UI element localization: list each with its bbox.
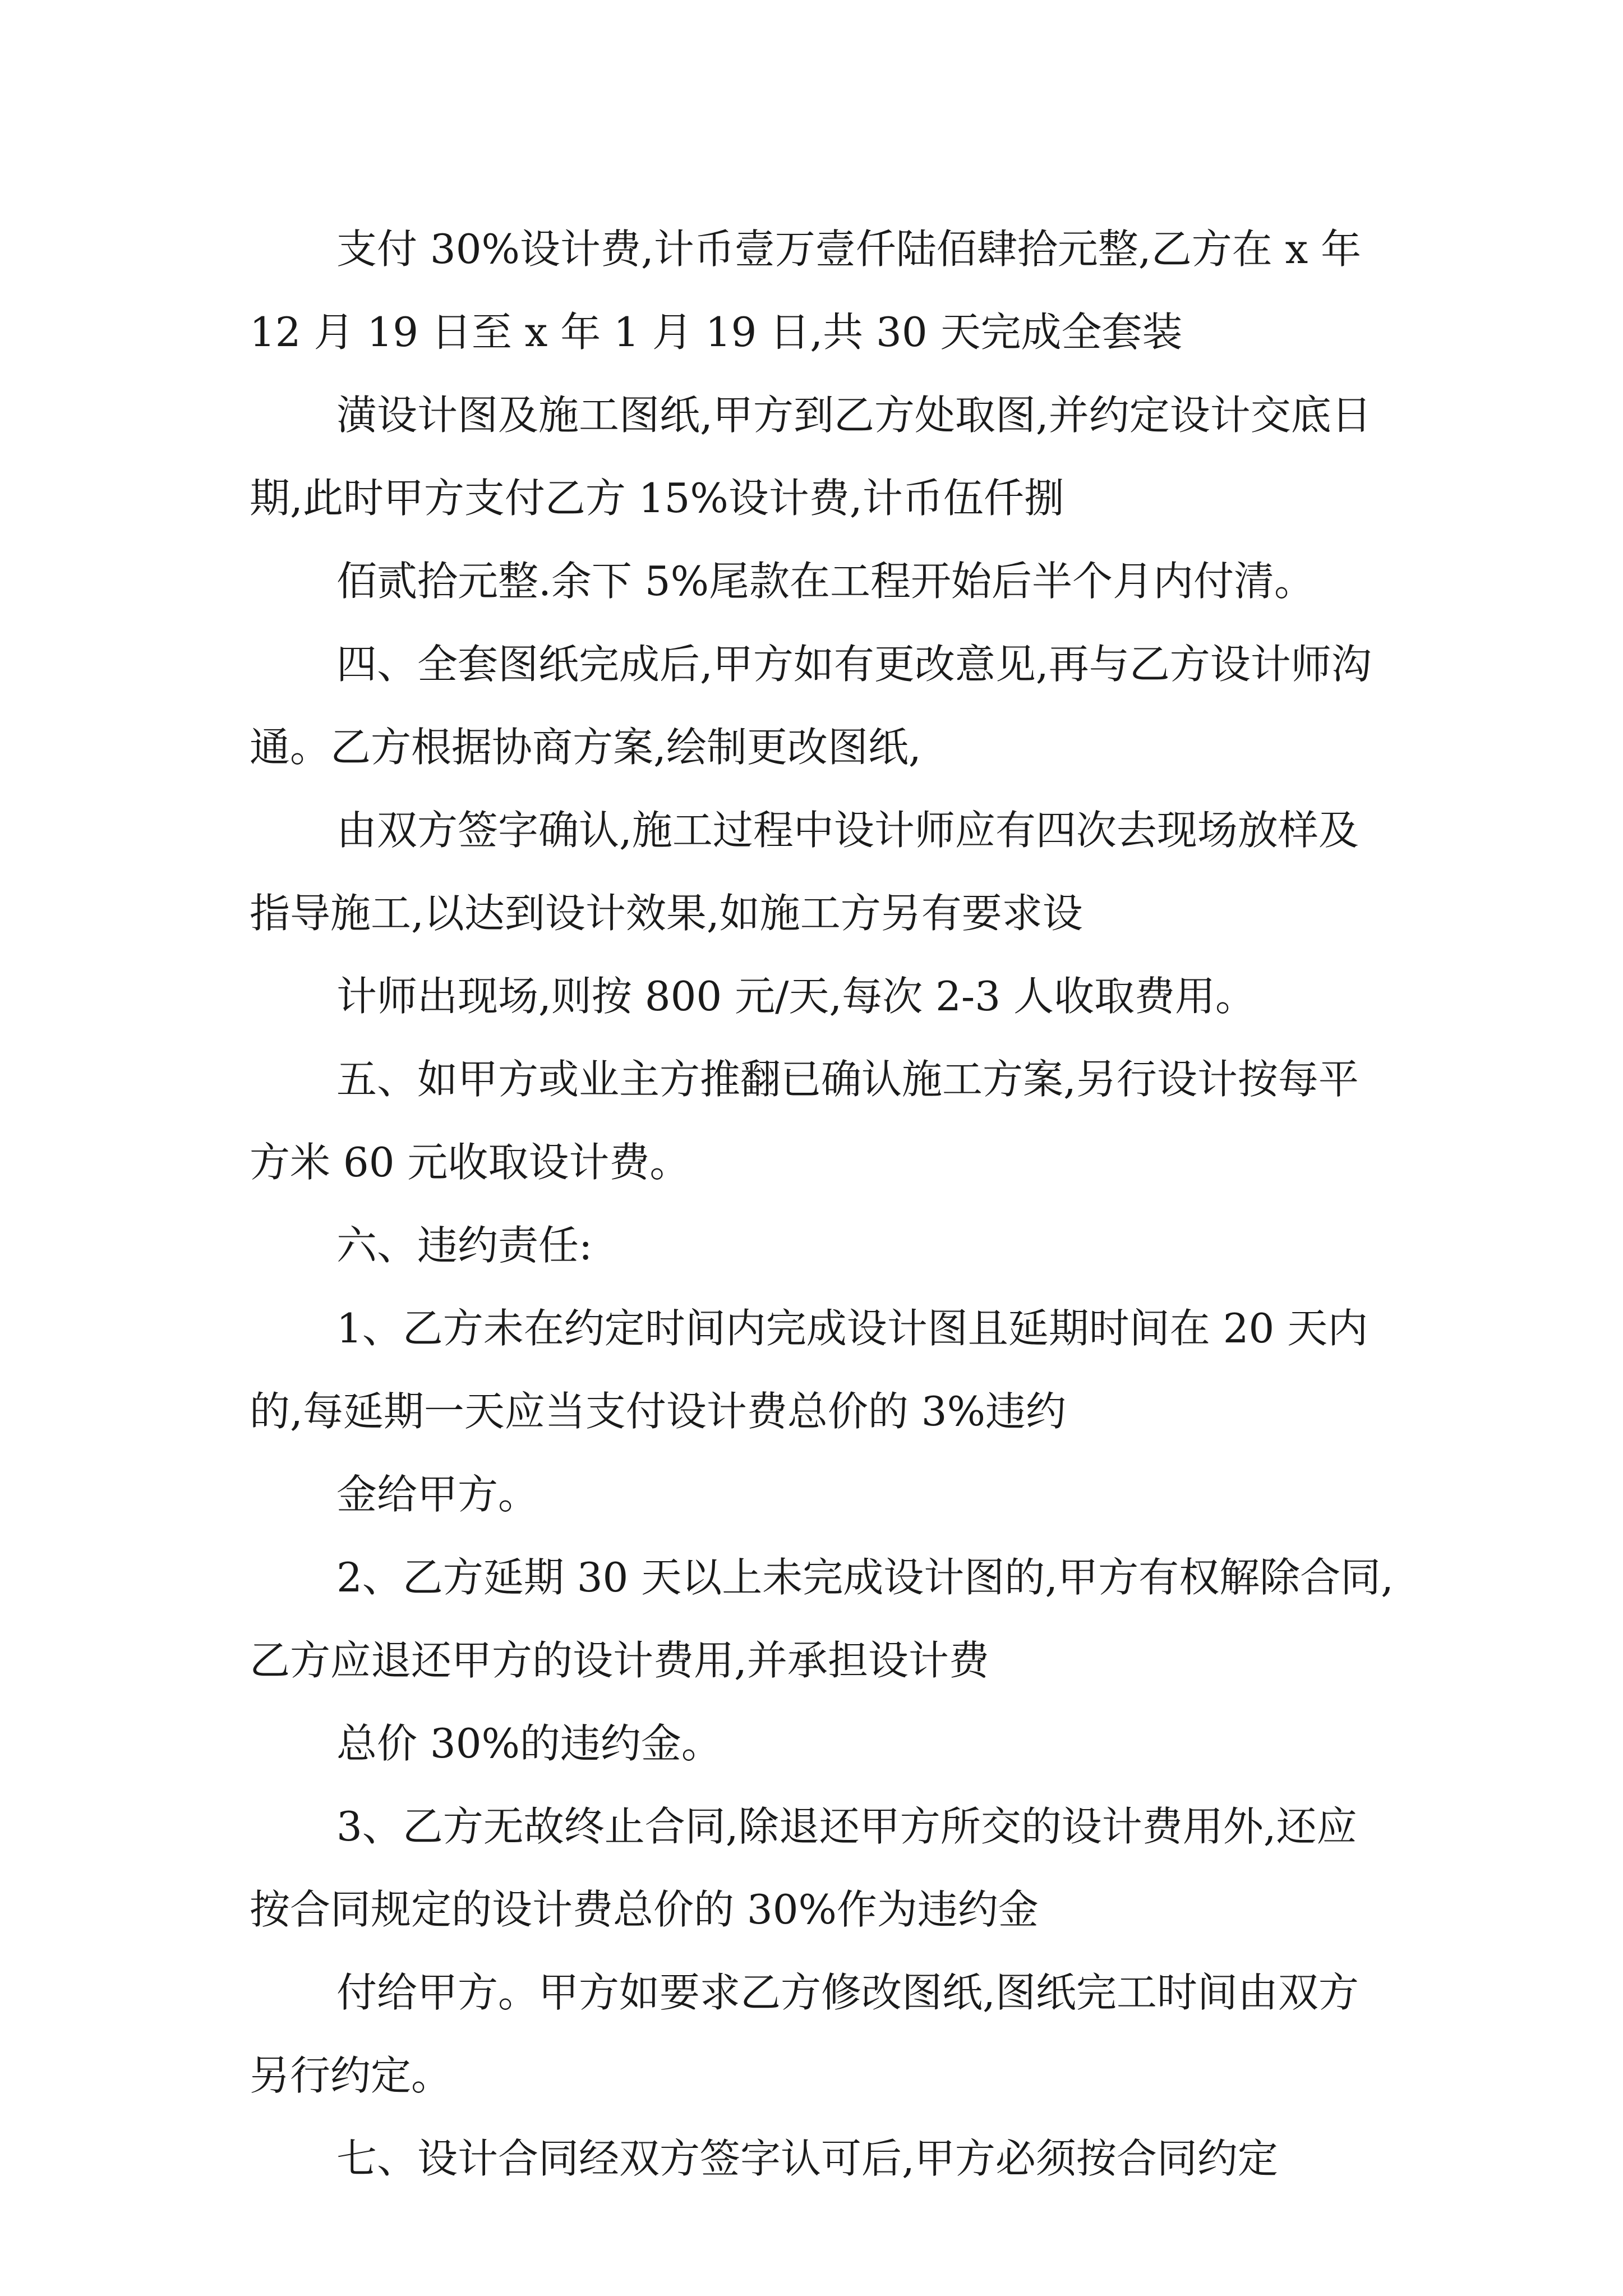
paragraph-3: 佰贰拾元整.余下 5%尾款在工程开始后半个月内付清。 [336,558,1315,605]
paragraph-6: 计师出现场,则按 800 元/天,每次 2-3 人收取费用。 [336,973,1256,1020]
paragraph-7: 五、如甲方或业主方推翻已确认施工方案,另行设计按每平方米 60 元收取设计费。 [250,1056,1359,1186]
paragraph-14: 付给甲方。甲方如要求乙方修改图纸,图纸完工时间由双方另行约定。 [250,1969,1359,2099]
paragraph-5: 由双方签字确认,施工过程中设计师应有四次去现场放样及指导施工,以达到设计效果,如施工方另有要求设 [250,807,1359,937]
document-page [250,208,1394,2200]
paragraph-13: 3、乙方无故终止合同,除退还甲方所交的设计费用外,还应按合同规定的设计费总价的 30%作为违约金 [250,1803,1357,1933]
paragraph-4: 四、全套图纸完成后,甲方如有更改意见,再与乙方设计师沟通。乙方根据协商方案,绘制更改图纸, [250,641,1372,771]
paragraph-2: 潢设计图及施工图纸,甲方到乙方处取图,并约定设计交底日期,此时甲方支付乙方 15%设计费,计币伍仟捌 [250,392,1372,522]
paragraph-15: 七、设计合同经双方签字认可后,甲方必须按合同约定 [336,2135,1278,2182]
paragraph-12: 总价 30%的违约金。 [336,1720,722,1767]
paragraph-10: 金给甲方。 [336,1471,539,1518]
paragraph-11: 2、乙方延期 30 天以上未完成设计图的,甲方有权解除合同,乙方应退还甲方的设计费用,并承担设计费 [250,1554,1394,1684]
paragraph-1: 支付 30%设计费,计币壹万壹仟陆佰肆拾元整,乙方在 x 年 12 月 19 日至 x 年 1 月 19 日,共 30 天完成全套装 [250,226,1362,356]
section-heading: 六、违约责任: [336,1222,593,1269]
paragraph-9: 1、乙方未在约定时间内完成设计图且延期时间在 20 天内的,每延期一天应当支付设计费总价的 3%违约 [250,1305,1368,1435]
